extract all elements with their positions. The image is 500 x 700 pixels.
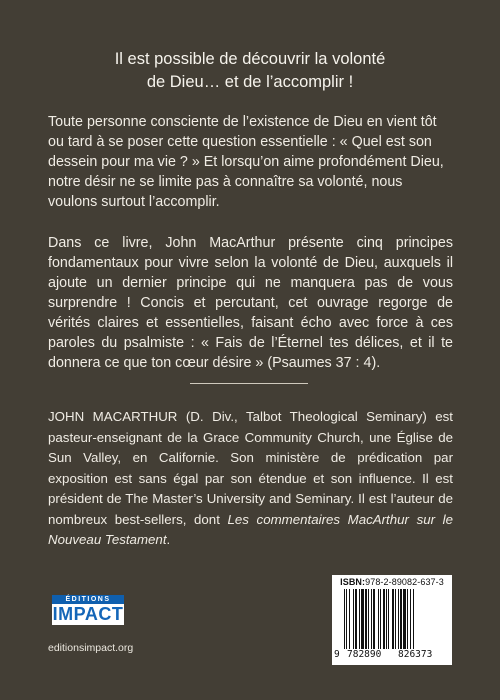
book-summary-paragraph: Dans ce livre, John MacArthur présente cinq principes fondamentaux pour vivre selon la volonté de Dieu, auxquels il ajoute un dernier principe qui ne manquera pas de vous surprendre ! Concis et percutant, cet ouvrage regorge de vérités claires et essentielles, faisant écho avec force à ces paroles du psalmiste : « Fais de l’Éternel tes délices, et il te donnera ce que ton cœur désire » (Psaumes 37 : 4). — [48, 235, 453, 371]
author-bio-end: . — [166, 532, 171, 547]
author-bio-book-title: Les commentaires MacArthur sur le Nouveau Testament — [48, 511, 453, 547]
barcode-digits — [332, 649, 452, 663]
isbn-label — [332, 577, 452, 588]
headline-line-1: Il est possible de découvrir la volonté — [114, 50, 386, 68]
publisher-logo-main: IMPACT — [52, 604, 124, 624]
barcode-digit-lead: 9 — [334, 649, 340, 660]
divider-line — [190, 383, 308, 384]
headline-line-2: de Dieu… et de l’accomplir ! — [146, 73, 354, 91]
isbn-key: ISBN: — [340, 577, 366, 587]
publisher-website: editionsimpact.org — [48, 642, 134, 654]
publisher-logo-top: ÉDITIONS — [52, 595, 124, 604]
author-bio — [48, 407, 453, 551]
isbn-barcode — [332, 575, 452, 665]
intro-paragraph: Toute personne consciente de l’existence de Dieu en vient tôt ou tard à se poser cette question essentielle : « Quel est son dessein pour ma vie ? » Et lorsqu’on aime profondément Dieu, notre désir ne se limite pas à connaître sa volonté, nous voulons surtout l’accomplir. — [48, 114, 444, 210]
headline — [60, 48, 440, 94]
isbn-value: 978-2-89082-637-3 — [365, 577, 444, 587]
publisher-logo — [52, 595, 124, 625]
barcode-bars — [342, 589, 444, 649]
author-bio-text: JOHN MACARTHUR (D. Div., Talbot Theological Seminary) est pasteur-enseignant de la Grace Community Church, une Église de Sun Valley, en Californie. Son ministère de prédication par exposition est sans égal par son étendue et son influence. Il est président de The Master’s University and Seminary. Il est l’auteur de nombreux best-sellers, dont — [48, 409, 453, 527]
barcode-digit-group-2: 826373 — [398, 649, 433, 660]
barcode-digit-group-1: 782890 — [347, 649, 382, 660]
